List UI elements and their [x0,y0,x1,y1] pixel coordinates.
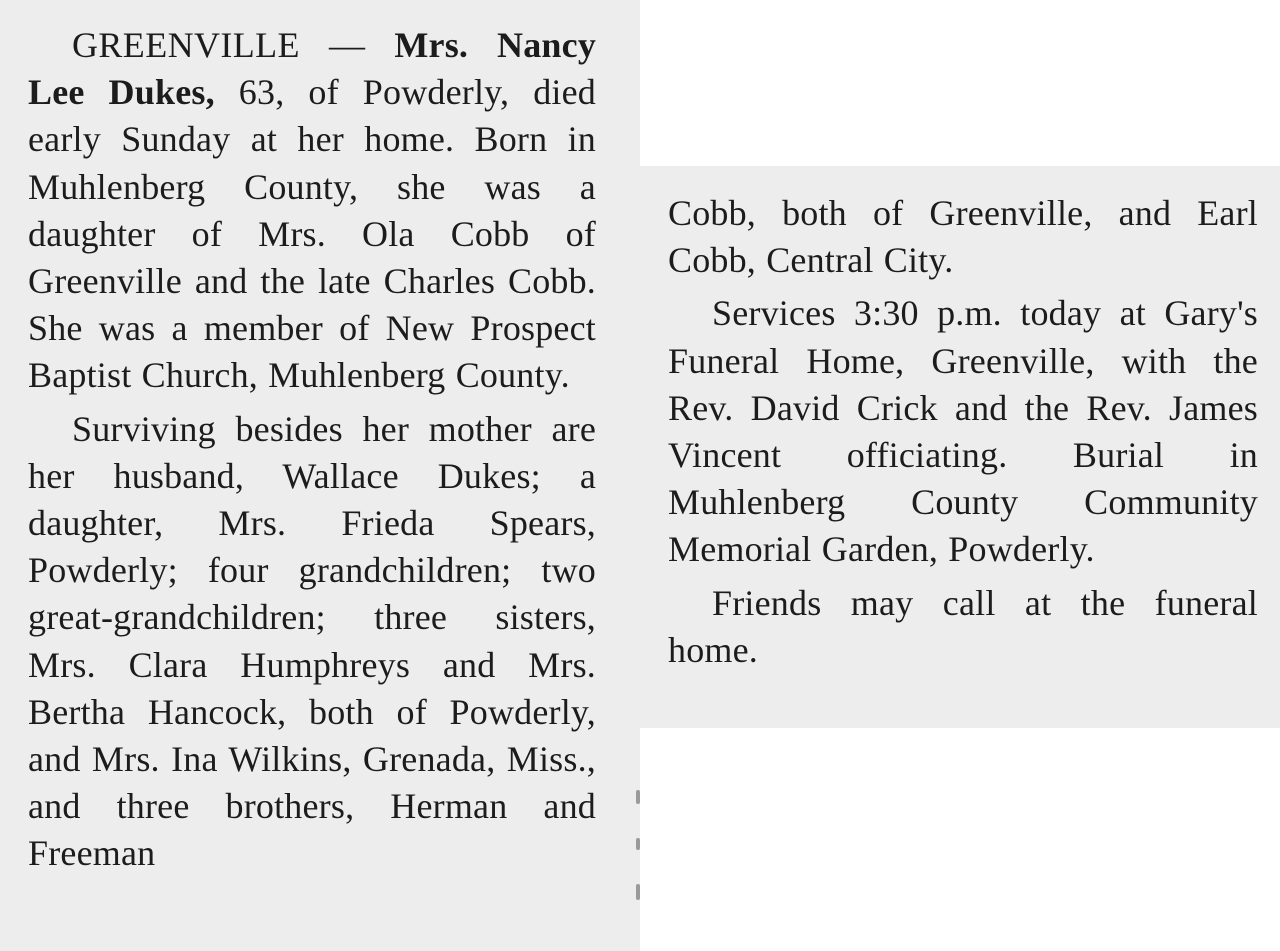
print-smudge [636,790,640,804]
obituary-paragraph-friends: Friends may call at the funeral home. [668,582,1258,670]
obituary-paragraph-continued: Cobb, both of Greenville, and Earl Cobb, Central City. [668,193,1258,281]
print-smudge [636,838,640,850]
obituary-paragraph-1 [28,22,596,400]
dateline: GREENVILLE — [72,25,366,65]
obituary-paragraph-services: Services 3:30 p.m. today at Gary's Funeral Home, Greenville, with the Rev. David Crick and the Rev. James Vincent officiating. Burial in Muhlenberg County Community Memorial Garden, Powderly. [668,293,1258,570]
deceased-name: Mrs. Nancy Lee Dukes, [28,25,597,113]
obituary-paragraph-survivors: Surviving besides her mother are her husband, Wallace Dukes; a daughter, Mrs. Frieda Spears, Powderly; four grandchildren; two great-grandchildren; three sisters, Mrs. Clara Humphreys and Mrs. Bertha Hancock, both of Powderly, and Mrs. Ina Wilkins, Grenada, Miss., and three brothers, Herman and Freeman [28,408,596,874]
paragraph-1-text: 63, of Powderly, died early Sunday at her home. Born in Muhlenberg County, she was a daughter of Mrs. Ola Cobb of Greenville and the late Charles Cobb. She was a member of New Prospect Baptist Church, Muhlenberg County. [28,72,596,396]
obituary-clipping-right [640,166,1280,728]
print-smudge [636,884,640,900]
